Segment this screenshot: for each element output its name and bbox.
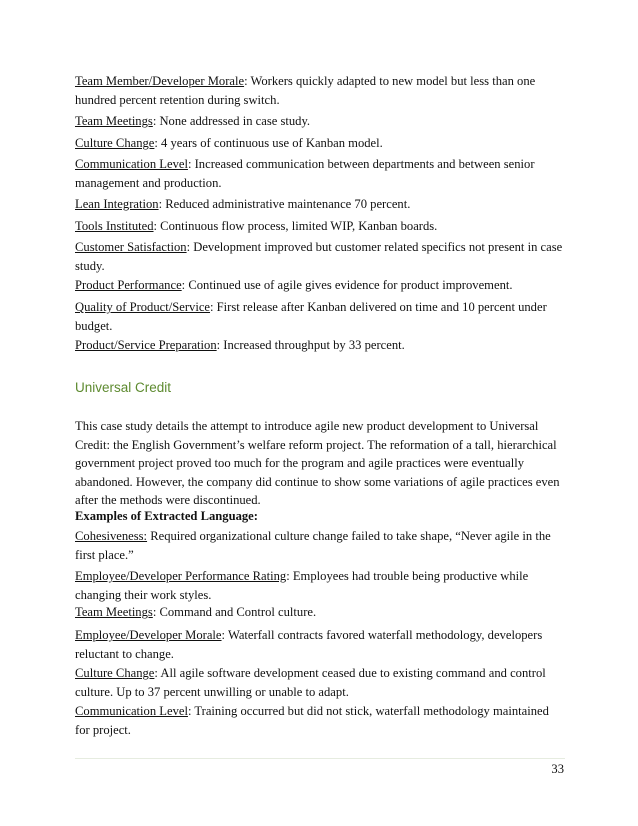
item-text: : Waterfall contracts favored waterfall methodology, developers reluctant to change. xyxy=(75,628,543,661)
item-label: Quality of Product/Service xyxy=(75,300,211,314)
item-text: : 4 years of continuous use of Kanban model. xyxy=(154,136,383,150)
item-label: Communication Level xyxy=(75,704,188,718)
item-1 xyxy=(75,112,565,131)
item-label: Cohesiveness: xyxy=(75,529,148,543)
example-0 xyxy=(75,527,565,564)
item-9 xyxy=(75,336,565,355)
item-text: : Continuous flow process, limited WIP, Kanban boards. xyxy=(153,219,438,233)
item-text: : Increased throughput by 33 percent. xyxy=(216,338,405,352)
item-text: : Training occurred but did not stick, waterfall methodology maintained for project. xyxy=(75,704,549,737)
item-label: Product Performance xyxy=(75,278,182,292)
example-3 xyxy=(75,626,565,663)
intro-paragraph: This case study details the attempt to introduce agile new product development to Universal Credit: the English Government’s welfare reform project. The reformation of a tall, hierarchical government project proved too much for the program and agile practices were eventually abandoned. However, the company did continue to show some variations of agile practices even after the methods were discontinued. xyxy=(75,419,560,507)
section-heading: Universal Credit xyxy=(75,380,172,395)
example-1 xyxy=(75,567,565,604)
item-6 xyxy=(75,238,565,275)
example-5 xyxy=(75,702,565,739)
item-label: Product/Service Preparation xyxy=(75,338,217,352)
item-text: : Employees had trouble being productive while changing their work styles. xyxy=(75,569,529,602)
item-label: Employee/Developer Performance Rating xyxy=(75,569,287,583)
item-text: : First release after Kanban delivered on time and 10 percent under budget. xyxy=(75,300,547,333)
item-text: Required organizational culture change failed to take shape, “Never agile in the first place.” xyxy=(75,529,551,562)
item-text: : None addressed in case study. xyxy=(152,114,311,128)
item-label: Team Meetings xyxy=(75,114,153,128)
footer-divider xyxy=(75,758,565,759)
item-label: Customer Satisfaction xyxy=(75,240,187,254)
item-text: : Development improved but customer related specifics not present in case study. xyxy=(75,240,563,273)
example-2 xyxy=(75,603,565,622)
item-text: : Continued use of agile gives evidence for product improvement. xyxy=(181,278,513,292)
item-label: Culture Change xyxy=(75,136,155,150)
item-5 xyxy=(75,217,565,236)
item-text: : Command and Control culture. xyxy=(152,605,317,619)
item-text: : Increased communication between departments and between senior management and production. xyxy=(75,157,535,190)
item-label: Culture Change xyxy=(75,666,155,680)
example-4 xyxy=(75,664,565,701)
item-label: Communication Level xyxy=(75,157,188,171)
item-text: : Workers quickly adapted to new model but less than one hundred percent retention during switch. xyxy=(75,74,536,107)
item-label: Employee/Developer Morale xyxy=(75,628,222,642)
examples-heading: Examples of Extracted Language: xyxy=(75,509,258,523)
item-text: : Reduced administrative maintenance 70 percent. xyxy=(158,197,411,211)
item-4 xyxy=(75,195,565,214)
item-7 xyxy=(75,276,565,295)
item-0 xyxy=(75,72,565,109)
item-label: Team Member/Developer Morale xyxy=(75,74,245,88)
item-label: Tools Instituted xyxy=(75,219,154,233)
item-text: : All agile software development ceased due to existing command and control culture. Up to 37 percent unwilling or unable to adapt. xyxy=(75,666,546,699)
item-label: Lean Integration xyxy=(75,197,159,211)
item-3 xyxy=(75,155,565,192)
page-number: 33 xyxy=(551,762,564,776)
item-2 xyxy=(75,134,565,153)
item-8 xyxy=(75,298,565,335)
item-label: Team Meetings xyxy=(75,605,153,619)
